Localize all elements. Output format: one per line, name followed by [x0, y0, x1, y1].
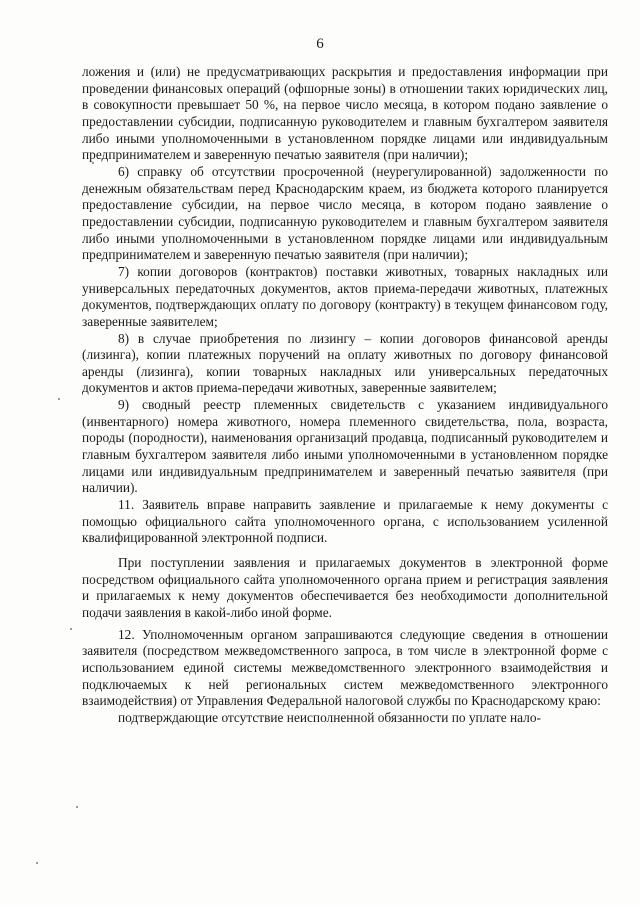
page-number: 6	[316, 36, 324, 52]
paragraph-item-9: 9) сводный реестр племенных свидетельств с указанием индивидуального (инвентарного) номера животного, номера племенного свидетельства, пола, возраста, породы (породности), наименования организаций продавца, подписанный руководителем и главным бухгалтером заявителя либо иными уполномоченными в установленном порядке лицами или индивидуальным предпринимателем и заверенный печатью заявителя (при наличии).	[82, 397, 608, 496]
paragraph-item-7: 7) копии договоров (контрактов) поставки животных, товарных накладных или универсальных передаточных документов, актов приема-передачи животных, платежных документов, подтверждающих оплату по договору (контракту) в текущем финансовом году, заверенные заявителем;	[82, 263, 608, 329]
paragraph-clause-11: 11. Заявитель вправе направить заявление и прилагаемые к нему документы с помощью официального сайта уполномоченного органа, с использованием усиленной квалифицированной электронной подписи.	[82, 497, 608, 546]
paragraph-tax-obligation: подтверждающие отсутствие неисполненной обязанности по уплате нало-	[118, 709, 541, 725]
scan-speck	[92, 162, 94, 164]
paragraph-item-8: 8) в случае приобретения по лизингу – копии договоров финансовой аренды (лизинга), копии платежных поручений на оплату животных по договору финансовой аренды (лизинга), копии товарных накладных или универсальных передаточных документов и актов приема-передачи животных, заверенные заявителем;	[82, 330, 608, 396]
paragraph-continuation: ложения и (или) не предусматривающих раскрытия и предоставления информации при проведении финансовых операций (офшорные зоны) в отношении таких юридических лиц, в совокупности превышает 50 %, на первое число месяца, в котором подано заявление о предоставлении субсидии, подписанную руководителем и главным бухгалтером заявителя либо иными уполномоченными в установленном порядке лицами или индивидуальным предпринимателем и заверенную печатью заявителя (при наличии);	[82, 64, 608, 163]
scan-speck	[70, 628, 72, 630]
scan-speck	[58, 398, 60, 400]
paragraph-electronic-submission: При поступлении заявления и прилагаемых документов в электронной форме посредством официального сайта уполномоченного органа прием и регистрация заявления и прилагаемых к нему документов обеспечивается без необходимости дополнительной подачи заявления в какой-либо иной форме.	[82, 555, 608, 620]
scan-speck	[36, 862, 38, 864]
paragraph-item-6: 6) справку об отсутствии просроченной (неурегулированной) задолженности по денежным обязательствам перед Краснодарским краем, из бюджета которого планируется предоставление субсидии, на первое число месяца, в котором подано заявление о предоставлении субсидии, подписанную руководителем и главным бухгалтером заявителя либо иными уполномоченными в установленном порядке лицами или индивидуальным предпринимателем и заверенную печатью заявителя (при наличии);	[82, 163, 608, 263]
scan-speck	[76, 806, 78, 808]
paragraph-clause-12: 12. Уполномоченным органом запрашиваются следующие сведения в отношении заявителя (посредством межведомственного запроса, в том числе в электронной форме с использованием единой системы межведомственного электронного взаимодействия и подключаемых к ней региональных систем межведомственного электронного взаимодействия) от Управления Федеральной налоговой службы по Краснодарскому краю:	[82, 626, 608, 709]
document-body	[82, 64, 608, 727]
